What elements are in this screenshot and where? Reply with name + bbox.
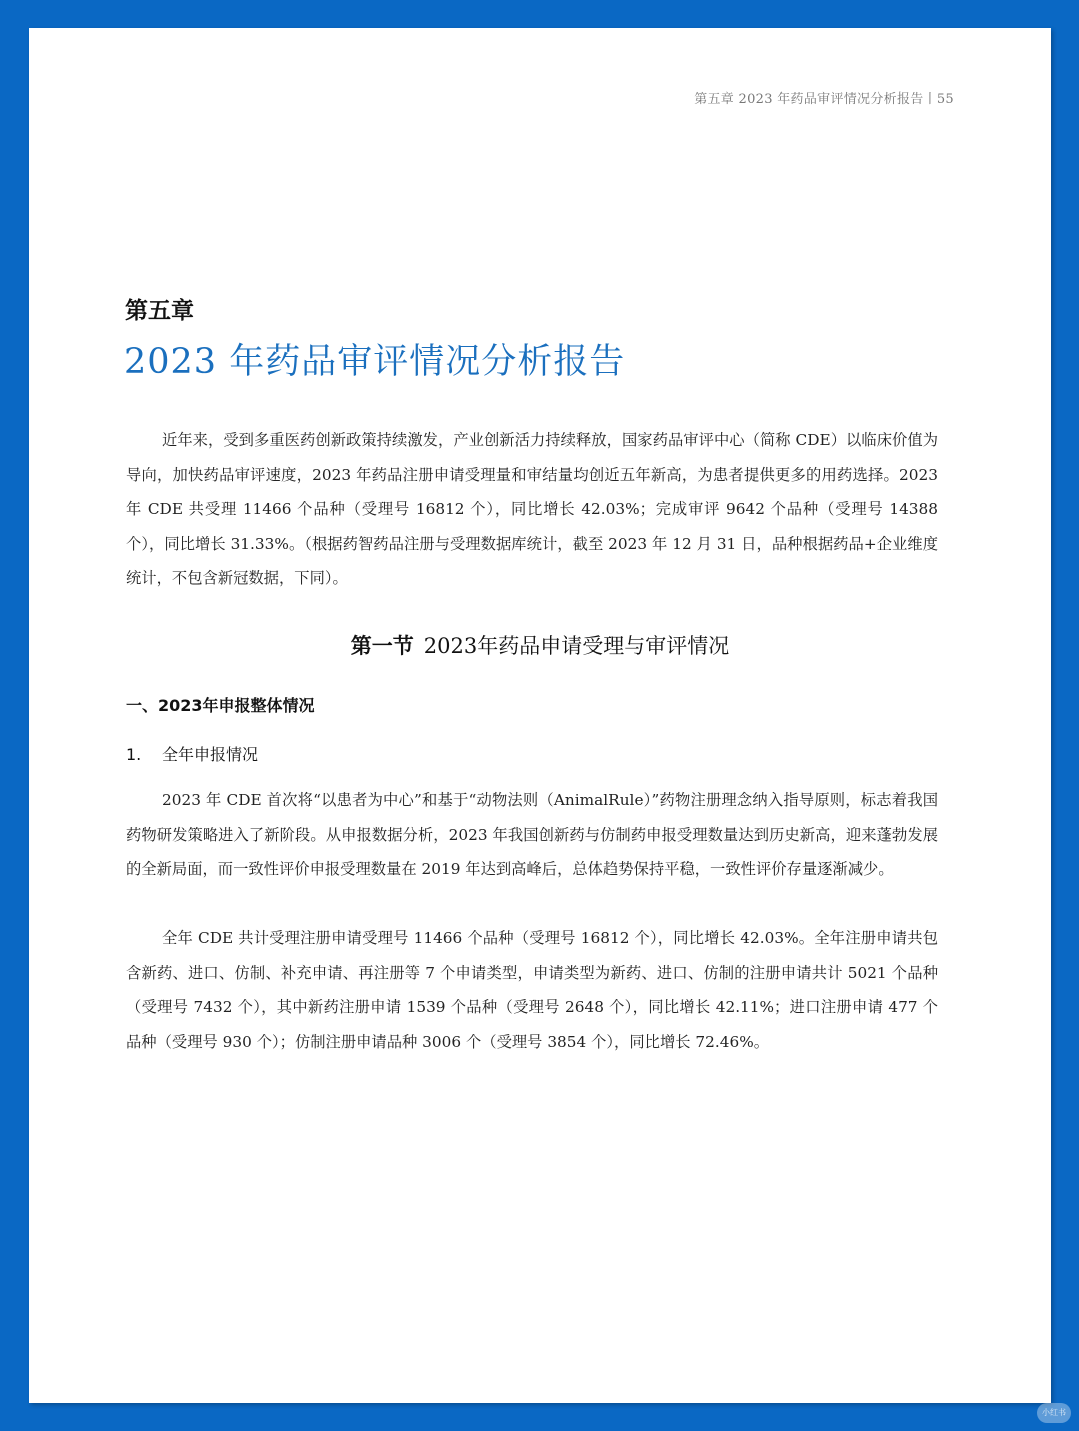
- subsubsection-number: 1.: [126, 745, 142, 764]
- section-heading: [29, 630, 1051, 660]
- body-paragraph: 全年 CDE 共计受理注册申请受理号 11466 个品种（受理号 16812 个），同比增长 42.03%。全年注册申请共包含新药、进口、仿制、补充申请、再注册等 7 个申请类型，申请类型为新药、进口、仿制的注册申请共计 5021 个品种（受理号 7432 个），其中新药注册申请 1539 个品种（受理号 2648 个），同比增长 42.11%；进口注册申请 477 个品种（受理号 930 个）；仿制注册申请品种 3006 个（受理号 3854 个），同比增长 72.46%。: [126, 929, 938, 1051]
- intro-paragraph: 近年来，受到多重医药创新政策持续激发，产业创新活力持续释放，国家药品审评中心（简称 CDE）以临床价值为导向，加快药品审评速度，2023 年药品注册申请受理量和审结量均创近五年新高，为患者提供更多的用药选择。2023 年 CDE 共受理 11466 个品种（受理号 16812 个），同比增长 42.03%；完成审评 9642 个品种（受理号 14388 个），同比增长 31.33%。（根据药智药品注册与受理数据库统计，截至 2023 年 12 月 31 日，品种根据药品+企业维度统计，不包含新冠数据，下同）。: [126, 431, 938, 588]
- chapter-title: 2023 年药品审评情况分析报告: [124, 342, 626, 382]
- running-header: 第五章 2023 年药品审评情况分析报告丨55: [694, 92, 954, 107]
- subsubsection-heading: [126, 742, 258, 765]
- watermark-badge: 小红书: [1037, 1403, 1071, 1423]
- subsection-heading: 一、2023年申报整体情况: [126, 696, 315, 715]
- body-paragraph: 2023 年 CDE 首次将“以患者为中心”和基于“动物法则（AnimalRule）”药物注册理念纳入指导原则，标志着我国药物研发策略进入了新阶段。从申报数据分析，2023 年我国创新药与仿制药申报受理数量达到历史新高，迎来蓬勃发展的全新局面，而一致性评价申报受理数量在 2019 年达到高峰后，总体趋势保持平稳，一致性评价存量逐渐减少。: [126, 791, 938, 879]
- section-number: 第一节: [350, 634, 414, 658]
- document-page: [29, 28, 1051, 1403]
- subsubsection-title: 全年申报情况: [162, 745, 259, 764]
- chapter-label: 第五章: [125, 298, 194, 324]
- section-title: 2023年药品申请受理与审评情况: [423, 634, 730, 658]
